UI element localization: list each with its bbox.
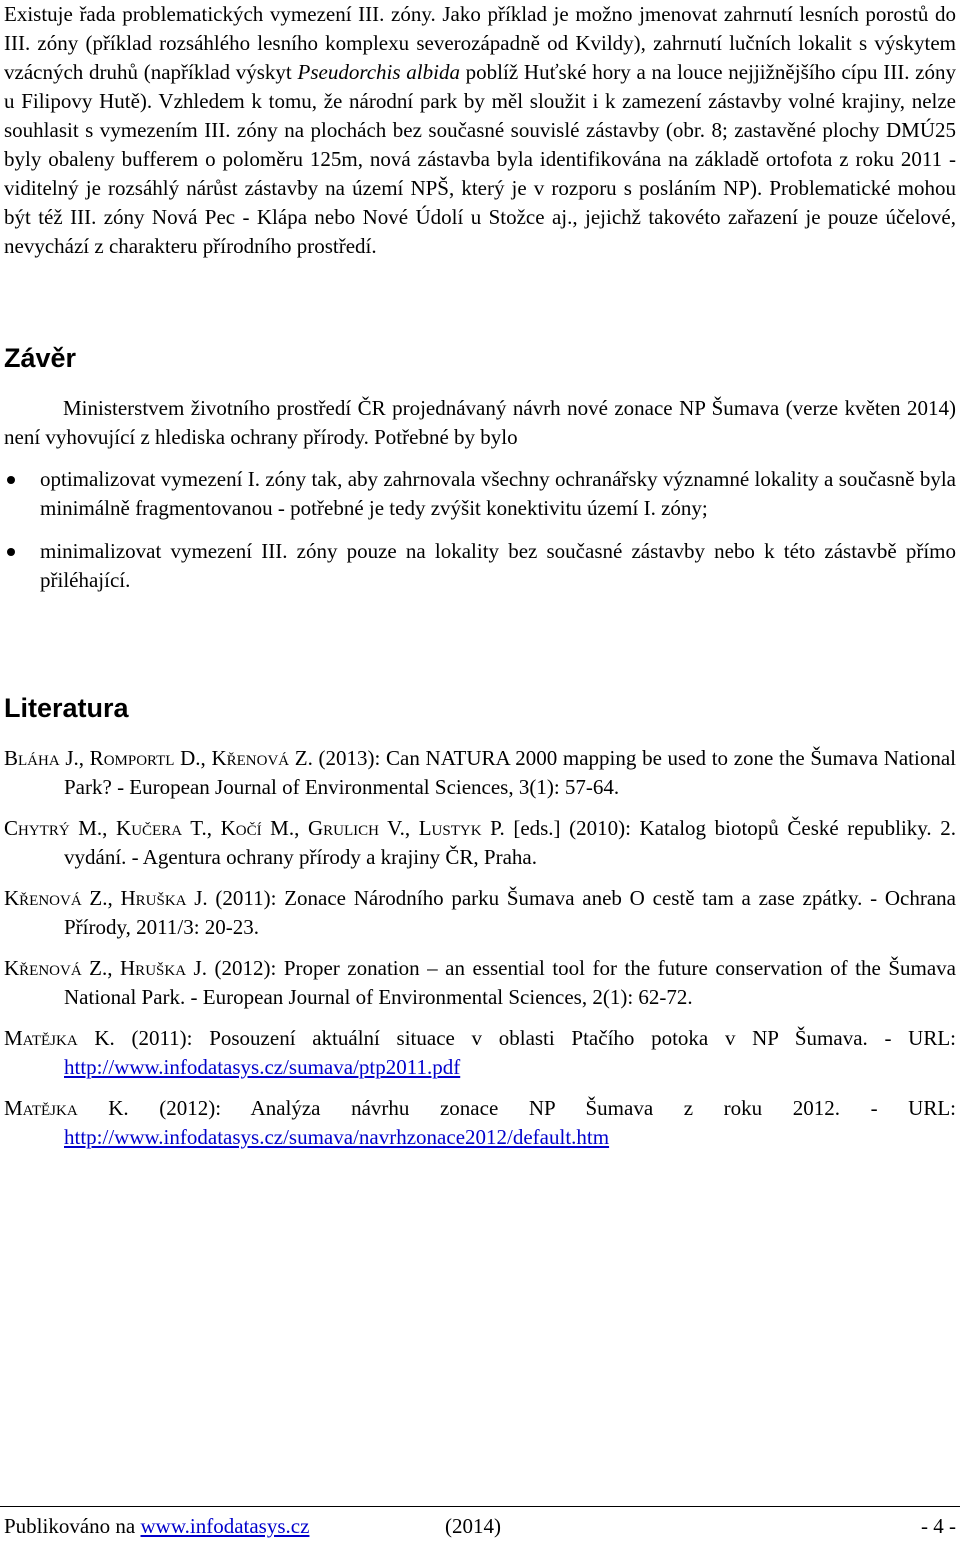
bullet-item	[0, 537, 956, 595]
reference-item	[4, 884, 956, 942]
reference-text: (2012): Analýza návrhu zonace NP Šumava z roku 2012. - URL:	[128, 1096, 956, 1120]
conclusion-heading: Závěr	[4, 343, 77, 373]
reference-item	[4, 954, 956, 1012]
footer-divider	[0, 1506, 960, 1507]
reference-text: [eds.] (2010): Katalog biotopů České republiky. 2. vydání. - Agentura ochrany přírody a krajiny ČR, Praha.	[64, 816, 956, 869]
reference-authors: Bláha J., Romportl D., Křenová Z.	[4, 746, 313, 770]
reference-text: (2011): Zonace Národního parku Šumava aneb O cestě tam a zase zpátky. - Ochrana Přírody, 2011/3: 20-23.	[64, 886, 956, 939]
footer-published	[4, 1512, 309, 1541]
reference-authors: Matějka K.	[4, 1026, 115, 1050]
bullet-icon	[7, 476, 15, 484]
bullet-text: optimalizovat vymezení I. zóny tak, aby zahrnovala všechny ochranářsky významné lokality a současně byla minimálně fragmentovanou - potřebné je tedy zvýšit konektivitu území I. zóny;	[40, 467, 956, 520]
footer-published-label: Publikováno na	[4, 1514, 141, 1538]
reference-item	[4, 814, 956, 872]
conclusion-paragraph: Ministerstvem životního prostředí ČR projednávaný návrh nové zonace NP Šumava (verze květen 2014) není vyhovující z hlediska ochrany přírody. Potřebné by bylo	[4, 396, 956, 449]
reference-authors: Chytrý M., Kučera T., Kočí M., Grulich V., Lustyk P.	[4, 816, 505, 840]
reference-authors: Křenová Z., Hruška J.	[4, 956, 207, 980]
footer-year: (2014)	[445, 1514, 501, 1538]
bullet-item	[0, 465, 956, 523]
intro-paragraph	[4, 0, 956, 261]
reference-item	[4, 744, 956, 802]
reference-link[interactable]: http://www.infodatasys.cz/sumava/navrhzonace2012/default.htm	[64, 1125, 610, 1149]
species-name: Pseudorchis albida	[297, 60, 460, 84]
conclusion-bullets	[0, 465, 956, 609]
bullet-text: minimalizovat vymezení III. zóny pouze na lokality bez současné zástavby nebo k této zástavbě přímo přiléhající.	[40, 539, 956, 592]
reference-link[interactable]: http://www.infodatasys.cz/sumava/ptp2011.pdf	[64, 1055, 461, 1079]
reference-authors: Matějka K.	[4, 1096, 129, 1120]
bullet-icon	[7, 548, 15, 556]
reference-text: (2012): Proper zonation – an essential tool for the future conservation of the Šumava National Park. - European Journal of Environmental Sciences, 2(1): 62-72.	[64, 956, 956, 1009]
page-number: - 4 -	[921, 1514, 956, 1538]
literature-heading: Literatura	[4, 693, 129, 723]
intro-text-2: poblíž Huťské hory a na louce nejjižnějšího cípu III. zóny u Filipovy Hutě). Vzhledem k tomu, že národní park by měl sloužit i k zamezení zástavby volné krajiny, nelze souhlasit s vymezením III. zóny na plochách bez současné souvislé zástavby (obr. 8; zastavěné plochy DMÚ25 byly obaleny bufferem o poloměru 125m, nová zástavba byla identifikována na základě ortofota z roku 2011 - viditelný je rozsáhlý nárůst zástavby na území NPŠ, který je v rozporu s posláním NP). Problematické mohou být též III. zóny Nová Pec - Klápa nebo Nové Údolí u Stožce aj., jejichž takovéto zařazení je pouze účelové, nevychází z charakteru přírodního prostředí.	[4, 60, 956, 258]
reference-text: (2013): Can NATURA 2000 mapping be used to zone the Šumava National Park? - European Journal of Environmental Sciences, 3(1): 57-64.	[64, 746, 957, 799]
reference-item	[4, 1094, 956, 1152]
reference-text: (2011): Posouzení aktuální situace v oblasti Ptačího potoka v NP Šumava. - URL:	[114, 1026, 956, 1050]
reference-item	[4, 1024, 956, 1082]
intro-text-1: Existuje řada problematických vymezení III. zóny. Jako příklad je možno jmenovat zahrnutí lesních porostů do III. zóny (příklad rozsáhlého lesního komplexu severozápadně od Kvildy), zahrnutí lučních lokalit s výskytem vzácných druhů (například výskyt	[4, 2, 956, 84]
reference-list	[4, 744, 956, 1164]
reference-authors: Křenová Z., Hruška J.	[4, 886, 208, 910]
footer-site-link[interactable]: www.infodatasys.cz	[140, 1514, 310, 1538]
